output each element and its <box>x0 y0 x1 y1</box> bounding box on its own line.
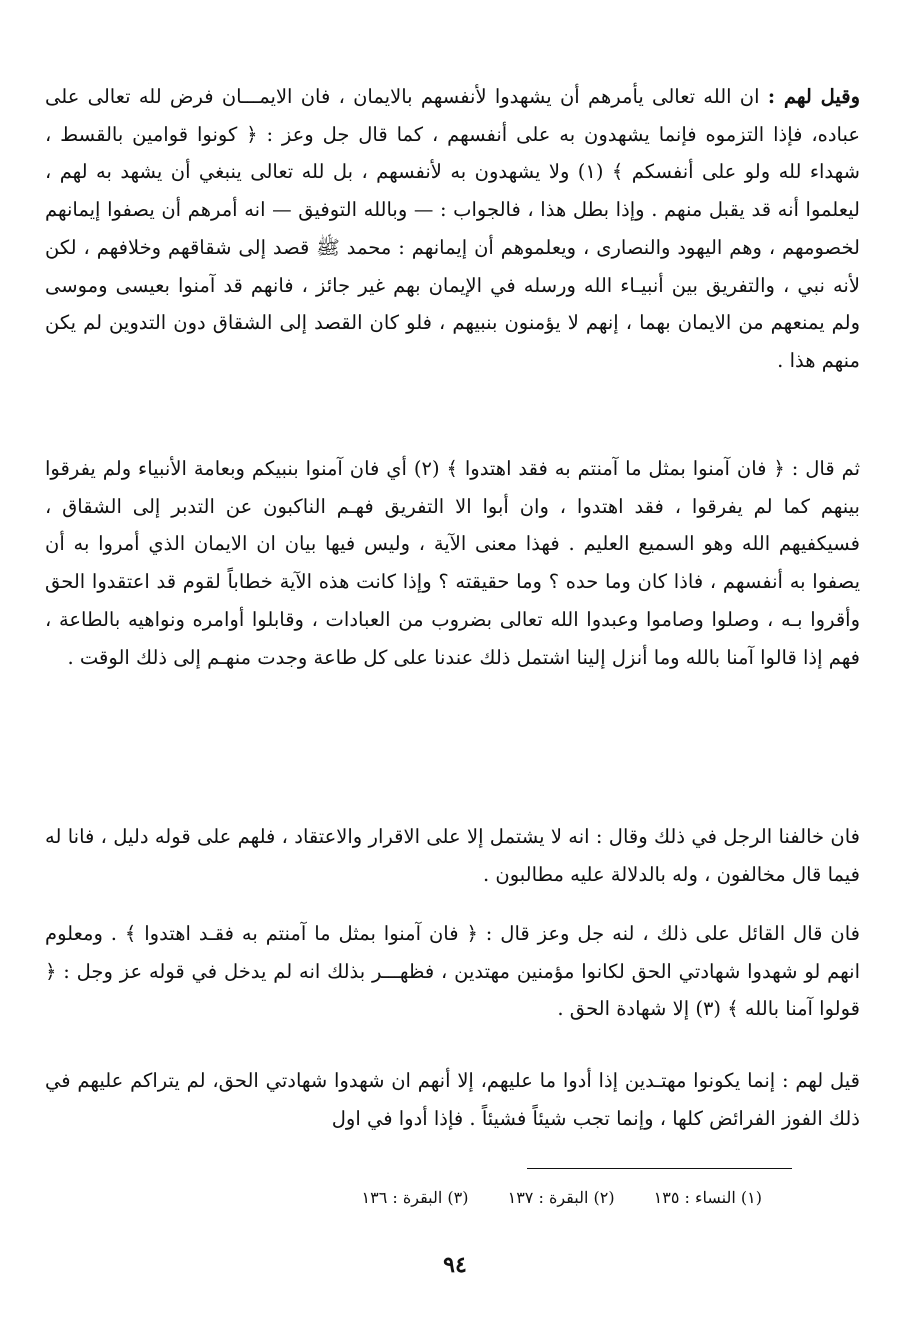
footnotes <box>328 1188 762 1207</box>
main-text <box>45 78 860 380</box>
footnote-divider <box>527 1168 792 1169</box>
paragraph-1 <box>45 78 860 380</box>
main-text-3 <box>45 818 860 893</box>
paragraph-body: قيل لهم : إنما يكونوا مهتـدين إذا أدوا ما عليهم، إلا أنهم ان شهدوا شهادتي الحق، لم يتراكم عليهم في ذلك الفوز الفرائض كلها ، وإنما تجب شيئاً فشيئاً . فإذا أدوا في اول <box>45 1069 860 1130</box>
paragraph-2 <box>45 450 860 676</box>
paragraph-lead: وقيل لهم : <box>767 85 860 108</box>
page-number: ٩٤ <box>443 1252 467 1278</box>
paragraph-5 <box>45 1062 860 1137</box>
main-text-5 <box>45 1062 860 1137</box>
paragraph-body: ان الله تعالى يأمرهم أن يشهدوا لأنفسهم بالايمان ، فان الايمـــان فرض لله تعالى على عباده، فإذا التزموه فإنما يشهدون به على أنفسهم ، كما قال جل وعز : ﴿ كونوا قوامين بالقسط ، شهداء لله ولو على أنفسكم ﴾ (١) ولا يشهدون به لأنفسهم ، بل لله تعالى ينبغي أن يشهد به لهم ، ليعلموا أنه قد يقبل منهم . وإذا بطل هذا ، فالجواب : — وبالله التوفيق — انه أمرهم أن يصفوا إيمانهم لخصومهم ، وهم اليهود والنصارى ، ويعلموهم أن إيمانهم : محمد ﷺ قصد إلى شقاقهم وخلافهم ، لكن لأنه نبي ، والتفريق بين أنبيـاء الله ورسله في الإيمان بهم غير جائز ، فانهم قد آمنوا بعيسى وموسى ولم يمنعهم من الايمان بهما ، إنهم لا يؤمنون بنبيهم ، فلو كان القصد إلى الشقاق دون التدوين لم يكن منهم هذا . <box>45 85 860 372</box>
main-text-4 <box>45 915 860 1028</box>
paragraph-body: فان قال القائل على ذلك ، لنه جل وعز قال : ﴿ فان آمنوا بمثل ما آمنتم به فقـد اهتدوا ﴾ . ومعلوم انهم لو شهدوا شهادتي الحق لكانوا مؤمنين مهتدين ، فظهـــر بذلك انه لم يدخل في قوله عز وجل : ﴿ قولوا آمنا بالله ﴾ (٣) إلا شهادة الحق . <box>45 922 860 1021</box>
footnote-3: (٣) البقرة : ١٣٦ <box>361 1188 469 1207</box>
footnote-2: (٢) البقرة : ١٣٧ <box>507 1188 615 1207</box>
paragraph-4 <box>45 915 860 1028</box>
paragraph-body: ثم قال : ﴿ فان آمنوا بمثل ما آمنتم به فقد اهتدوا ﴾ (٢) أي فان آمنوا بنبيكم وبعامة الأنبياء ولم يفرقوا بينهم كما لم يفرقوا ، فقد اهتدوا ، وان أبوا الا التفريق فهـم الناكبون عن التدبر إلى الشقاق ، فسيكفيهم الله وهو السميع العليم . فهذا معنى الآية ، وليس فيها بيان ان الايمان الذي أمروا به أن يصفوا به أنفسهم ، فاذا كان وما حده ؟ وما حقيقته ؟ وإذا كانت هذه الآية خطاباً لقوم قد اعتقدوا الحق وأقروا بـه ، وصلوا وصاموا وعبدوا الله تعالى بضروب من العبادات ، وقابلوا أوامره ونواهيه بالطاعة ، فهم إذا قالوا آمنا بالله وما أنزل إلينا اشتمل ذلك عندنا على كل طاعة وجدت منهـم إلى ذلك الوقت . <box>45 457 860 669</box>
paragraph-body: فان خالفنا الرجل في ذلك وقال : انه لا يشتمل إلا على الاقرار والاعتقاد ، فلهم على قوله دليل ، فانا له فيما قال مخالفون ، وله بالدلالة عليه مطالبون . <box>45 825 860 886</box>
main-text-2 <box>45 450 860 676</box>
footnote-1: (١) النساء : ١٣٥ <box>653 1188 762 1207</box>
paragraph-3 <box>45 818 860 893</box>
